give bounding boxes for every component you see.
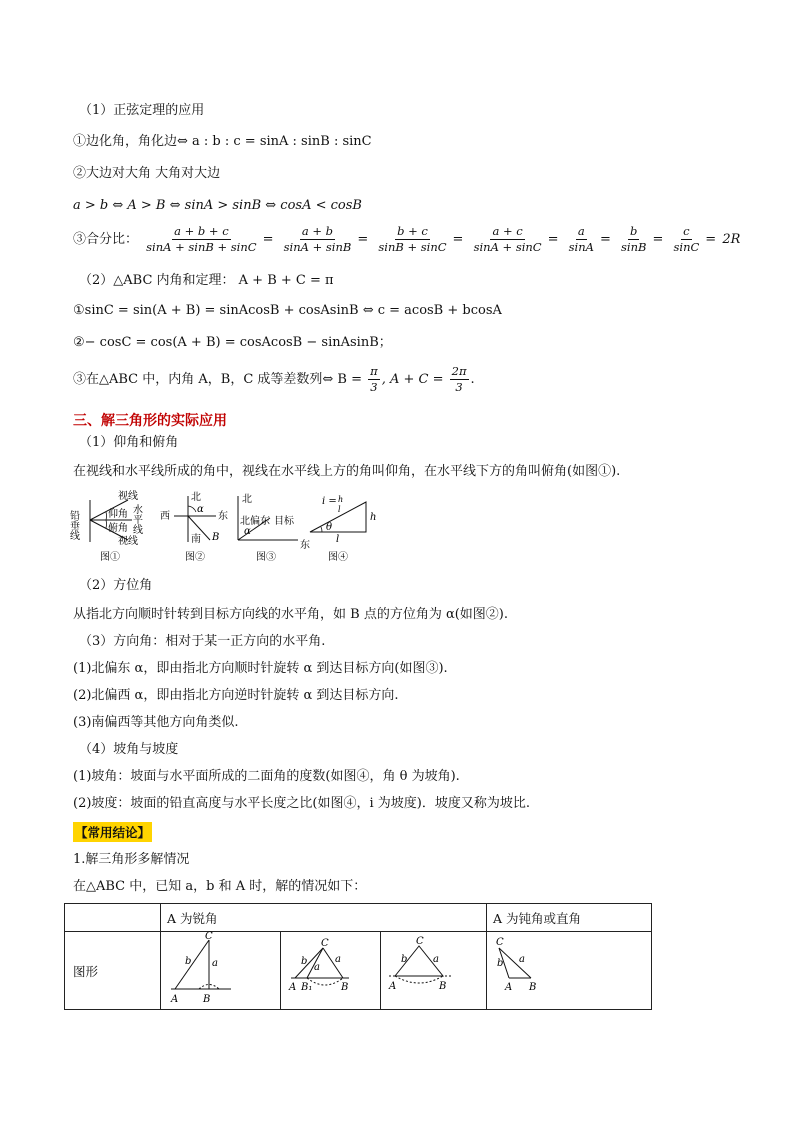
fig1-depression-label: 俯角 bbox=[108, 523, 128, 534]
case-two-solutions-figure bbox=[281, 932, 378, 1006]
case-obtuse-figure bbox=[487, 932, 645, 1006]
fig2-caption: 图② bbox=[185, 552, 205, 563]
fig1-elevation-label: 仰角 bbox=[108, 509, 128, 520]
point-a: A bbox=[388, 981, 396, 992]
fig1-horizontal-label: 水平线 bbox=[130, 504, 142, 534]
point-a: A bbox=[171, 994, 179, 1005]
figure-1-elevation-depression bbox=[68, 489, 143, 563]
fig2-point-b: B bbox=[212, 532, 220, 543]
fraction-3: $\frac{b + c}{\sin B + \sin C}$ bbox=[378, 224, 447, 254]
fig4-height-label: h bbox=[370, 512, 377, 523]
fig3-nbe-label: 北偏东 bbox=[240, 516, 270, 527]
fig1-sight-top-label: 视线 bbox=[118, 491, 138, 502]
section-heading-applications: 三、解三角形的实际应用 bbox=[73, 413, 227, 429]
conclusion-line-1: 1.解三角形多解情况 bbox=[73, 852, 190, 867]
fraction-5: $\frac{a}{\sin A}$ bbox=[568, 224, 594, 254]
ratio-formula: ③合分比： $\frac{a + b + c}{\sin A + \sin B + \sin C}$ = $\frac{a + b}{\sin A + \sin B}$ = $\frac{b + c}{\sin B + \sin C}$ = $\frac{a + c}{\sin A + \sin C}$ = $\frac{a}{\sin A}$ = $\frac{b}{\sin B}$ = $\frac{c}{\sin C}$ = 2R bbox=[73, 224, 741, 254]
sine-law-line-2: ②大边对大角 大角对大边 bbox=[73, 166, 221, 181]
angle-sum-title: （2）△ABC 内角和定理： A + B + C = π bbox=[79, 273, 334, 288]
fig4-caption: 图④ bbox=[328, 552, 348, 563]
direction-line-2: (2)北偏西 α，即由指北方向逆时针旋转 α 到达目标方向. bbox=[73, 688, 399, 703]
figure-4-slope bbox=[310, 495, 376, 563]
point-b: B bbox=[203, 994, 211, 1005]
fig2-south-label: 南 bbox=[191, 534, 201, 545]
ratio-end: 2R bbox=[722, 232, 741, 247]
azimuth-title: （2）方位角 bbox=[79, 578, 153, 593]
side-b: b bbox=[301, 956, 308, 967]
fig4-length-label: l bbox=[336, 534, 340, 545]
table-cell-fig-2 bbox=[281, 932, 380, 1010]
fig2-north-label: 北 bbox=[191, 492, 201, 503]
side-a: a bbox=[519, 954, 525, 965]
point-b1: B₁ bbox=[301, 982, 313, 993]
fig4-ratio-label: i = bbox=[322, 496, 337, 507]
side-b: b bbox=[185, 956, 192, 967]
point-b: B bbox=[341, 982, 349, 993]
conclusion-line-2: 在△ABC 中，已知 a，b 和 A 时，解的情况如下： bbox=[73, 879, 367, 894]
fraction-2pi-3: $\frac{2\pi}{3}$ bbox=[451, 364, 467, 394]
direction-line-3: (3)南偏西等其他方向角类似. bbox=[73, 715, 239, 730]
fraction-1: $\frac{a + b + c}{\sin A + \sin B + \sin C}$ bbox=[146, 224, 257, 254]
point-b: B bbox=[529, 982, 537, 993]
common-conclusions-tag: 【常用结论】 bbox=[73, 822, 152, 842]
fig2-west-label: 西 bbox=[160, 511, 170, 522]
direction-title: （3）方向角：相对于某一正方向的水平角. bbox=[79, 634, 326, 649]
table-header-acute: A 为锐角 bbox=[161, 904, 487, 932]
slope-line-2: (2)坡度：坡面的铅直高度与水平长度之比(如图④，i 为坡度)．坡度又称为坡比. bbox=[73, 796, 530, 811]
table-row-label: 图形 bbox=[65, 932, 161, 1010]
angle-sum-line-1: ①sinC = sin(A + B) = sinAcosB + cosAsinB ⇔ c = acosB + bcosA bbox=[73, 303, 502, 318]
fraction-7: $\frac{c}{\sin C}$ bbox=[673, 224, 700, 254]
fraction-6: $\frac{b}{\sin B}$ bbox=[621, 224, 647, 254]
figure-2-bearing bbox=[160, 491, 228, 563]
fig3-target-label: 目标 bbox=[274, 516, 294, 527]
fig2-alpha-label: α bbox=[197, 504, 204, 515]
case-right-angle-figure bbox=[161, 932, 279, 1006]
fraction-2: $\frac{a + b}{\sin A + \sin B}$ bbox=[283, 224, 352, 254]
point-a: A bbox=[505, 982, 513, 993]
side-a: a bbox=[212, 958, 218, 969]
fraction-pi-3: $\frac{\pi}{3}$ bbox=[370, 364, 378, 394]
point-c: C bbox=[205, 931, 213, 942]
fig3-north-label: 北 bbox=[242, 494, 252, 505]
slope-title: （4）坡角与坡度 bbox=[79, 742, 179, 757]
fig4-theta-label: θ bbox=[326, 522, 333, 533]
arith-seq-prefix: ③在△ABC 中，内角 A，B，C 成等差数列⇔ B = bbox=[73, 372, 363, 387]
fig1-caption: 图① bbox=[100, 552, 120, 563]
angle-sum-line-3 bbox=[73, 362, 475, 398]
fraction-4: $\frac{a + c}{\sin A + \sin C}$ bbox=[473, 224, 542, 254]
sine-law-line-1: ①边化角，角化边⇔ a : b : c = sinA : sinB : sinC bbox=[73, 134, 372, 149]
table-cell-fig-1 bbox=[161, 932, 281, 1010]
fig3-east-label: 东 bbox=[300, 540, 310, 551]
fig1-vertical-label: 铅垂线 bbox=[67, 510, 79, 540]
point-b: B bbox=[438, 981, 447, 992]
direction-line-1: (1)北偏东 α，即由指北方向顺时针旋转 α 到达目标方向(如图③). bbox=[73, 661, 448, 676]
side-a-1: a bbox=[314, 962, 321, 973]
arith-seq-end: . bbox=[470, 372, 475, 387]
table-cell-fig-3 bbox=[380, 932, 486, 1010]
slope-line-1: (1)坡角：坡面与水平面所成的二面角的度数(如图④，角 θ 为坡角). bbox=[73, 769, 460, 784]
side-a: a bbox=[432, 954, 439, 965]
fig3-alpha-label: α bbox=[244, 526, 251, 537]
point-c: C bbox=[415, 936, 424, 947]
table-cell-fig-4 bbox=[487, 932, 652, 1010]
angle-figures bbox=[67, 490, 390, 565]
azimuth-text: 从指北方向顺时针转到目标方向线的水平角，如 B 点的方位角为 α(如图②). bbox=[73, 607, 509, 622]
fig3-caption: 图③ bbox=[256, 552, 276, 563]
sine-law-line-3: a > b ⇔ A > B ⇔ sinA > sinB ⇔ cosA < cosB bbox=[73, 198, 362, 213]
arith-seq-mid: , A + C = bbox=[381, 372, 444, 387]
point-a: A bbox=[289, 982, 297, 993]
fig1-sight-bottom-label: 视线 bbox=[118, 536, 138, 547]
fig4-ratio-num: h bbox=[338, 495, 344, 504]
elevation-text: 在视线和水平线所成的角中，视线在水平线上方的角叫仰角，在水平线下方的角叫俯角(如图①). bbox=[73, 464, 621, 479]
side-b: b bbox=[400, 954, 408, 965]
solution-cases-table bbox=[64, 903, 652, 1010]
point-c: C bbox=[496, 937, 504, 948]
figure-3-direction bbox=[238, 493, 310, 563]
sine-law-title: （1）正弦定理的应用 bbox=[79, 103, 205, 118]
angle-sum-line-2: ②− cosC = cos(A + B) = cosAcosB − sinAsinB； bbox=[73, 335, 392, 350]
elevation-title: （1）仰角和俯角 bbox=[79, 435, 179, 450]
point-c: C bbox=[321, 938, 330, 949]
table-header-empty bbox=[65, 904, 161, 932]
fig4-ratio-den: l bbox=[338, 505, 341, 514]
case-one-solution-figure bbox=[381, 932, 485, 1006]
table-header-obtuse: A 为钝角或直角 bbox=[487, 904, 652, 932]
side-a-2: a bbox=[335, 954, 342, 965]
ratio-prefix: ③合分比： bbox=[73, 232, 139, 247]
fig2-east-label: 东 bbox=[218, 511, 228, 522]
side-b: b bbox=[497, 958, 504, 969]
